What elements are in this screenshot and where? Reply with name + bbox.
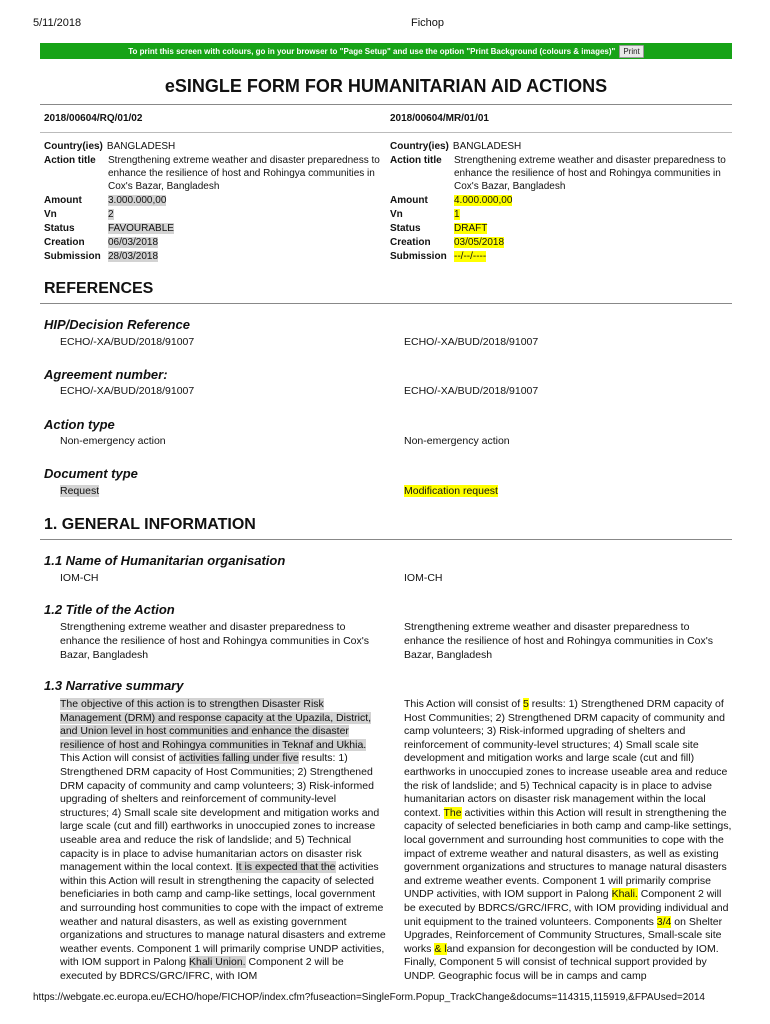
action-title-value: Strengthening extreme weather and disaster preparedness to enhance the resilience of host and Rohingya communities in Cox's Bazar, Bangladesh <box>108 155 380 192</box>
page-url: https://webgate.ec.europa.eu/ECHO/hope/FICHOP/index.cfm?fuseaction=SingleForm.Popup_TrackChange&docums=114315,115919,&FPAUsed=2014 <box>33 992 705 1003</box>
general-information-heading: 1. GENERAL INFORMATION <box>44 516 256 533</box>
highlighted-text-segment: 3/4 <box>656 915 672 928</box>
document-type-left-value: Request <box>60 485 100 497</box>
highlighted-text-segment: The <box>443 806 462 819</box>
narrative-summary-label: 1.3 Narrative summary <box>44 678 184 693</box>
creation-value: 03/05/2018 <box>454 237 505 248</box>
amount-value: 4.000.000,00 <box>454 195 513 206</box>
narrative-summary-left <box>60 698 386 983</box>
print-button[interactable]: Print <box>619 45 643 58</box>
organisation-label: 1.1 Name of Humanitarian organisation <box>44 553 286 568</box>
text-segment: activities within this Action will result in strengthening the capacity of selected beneficiaries in both camp and camp-like settings, local government and surrounding host communities to cope with the impact of extreme weather and natural disasters, as well as existing government organizations and structures to manage natural disasters and extreme weather events. Component 1 will primarily comprise UNDP activities, with IOM support in Palong <box>60 861 386 969</box>
right-document-id: 2018/00604/MR/01/01 <box>390 113 489 124</box>
status-label: Status <box>390 223 421 234</box>
text-segment: and expansion for decongestion will be conducted by IOM. Finally, Component 5 will consist of technical support provided by UNDP. Geographic focus will be in camps and camp <box>404 942 719 982</box>
print-instructions-banner <box>40 43 732 59</box>
vn-label: Vn <box>390 209 403 220</box>
text-segment: This Action will consist of <box>404 698 524 710</box>
agreement-number-right: ECHO/-XA/BUD/2018/91007 <box>404 385 539 397</box>
divider <box>40 132 732 133</box>
action-type-label: Action type <box>44 417 115 432</box>
text-segment: activities within this Action will result in strengthening the capacity of selected beneficiaries in both camp and camp-like settings, local government and surrounding host communities to cope with the impact of extreme weather and natural disasters, as well as existing government organizations and structures to manage natural disasters and extreme weather events. Component 1 will primarily comprise UNDP activities, with IOM support in Palong <box>404 806 732 901</box>
highlighted-text-segment: It is expected that the <box>235 861 336 874</box>
creation-label: Creation <box>390 237 431 248</box>
left-metadata <box>44 140 384 264</box>
document-type-right <box>404 484 734 498</box>
highlighted-text-segment: Khali Union. <box>188 956 246 969</box>
hip-reference-right: ECHO/-XA/BUD/2018/91007 <box>404 336 539 348</box>
status-label: Status <box>44 223 75 234</box>
hip-reference-left: ECHO/-XA/BUD/2018/91007 <box>60 336 195 348</box>
highlighted-text-segment: 5 <box>523 698 529 710</box>
divider <box>40 303 732 304</box>
document-type-left <box>60 484 390 498</box>
organisation-left: IOM-CH <box>60 572 99 584</box>
document-type-label: Document type <box>44 466 138 481</box>
highlighted-text-segment: activities falling under five <box>179 752 299 765</box>
text-segment: This Action will consist of <box>60 752 180 765</box>
banner-text: To print this screen with colours, go in your browser to "Page Setup" and use the option "Print Background (colours & images)" <box>128 46 616 56</box>
amount-value: 3.000.000,00 <box>108 195 167 206</box>
divider <box>40 104 732 105</box>
form-title: eSINGLE FORM FOR HUMANITARIAN AID ACTIONS <box>164 76 608 96</box>
agreement-number-label: Agreement number: <box>44 367 168 382</box>
references-heading: REFERENCES <box>44 280 154 297</box>
right-metadata <box>390 140 732 264</box>
amount-label: Amount <box>44 195 82 206</box>
agreement-number-left: ECHO/-XA/BUD/2018/91007 <box>60 385 195 397</box>
document-type-right-value: Modification request <box>404 485 498 497</box>
country-value: BANGLADESH <box>452 141 522 152</box>
action-title-value: Strengthening extreme weather and disaster preparedness to enhance the resilience of host and Rohingya communities in Cox's Bazar, Bangladesh <box>454 155 726 192</box>
amount-label: Amount <box>390 195 428 206</box>
submission-value: --/--/---- <box>454 251 487 262</box>
organisation-right: IOM-CH <box>404 572 443 584</box>
text-segment: Component 2 will be executed by BDRCS/GRC/IFRC, with IOM <box>60 956 344 982</box>
submission-value: 28/03/2018 <box>108 251 159 262</box>
submission-label: Submission <box>44 251 101 262</box>
action-title-section-left: Strengthening extreme weather and disaster preparedness to enhance the resilience of host and Rohingya communities in Cox's Bazar, Bangladesh <box>60 621 370 661</box>
action-title-section-right: Strengthening extreme weather and disaster preparedness to enhance the resilience of host and Rohingya communities in Cox's Bazar, Bangladesh <box>404 621 714 661</box>
status-value: FAVOURABLE <box>108 223 174 234</box>
text-segment: results: 1) Strengthened DRM capacity of Host Communities; 2) Strengthened DRM capacity of community and camp volunteers; 3) Risk-informed upgrading of shelters and reinforcement of community-level structures; 4) Small scale site development and mitigation works and large scale (cut and fill) earthworks in unoccupied zones to increase useable area and reduce the risk of landslide; and 5) Technical capacity is in place to advise humanitarian actors on disaster risk management within the local context. <box>60 752 380 874</box>
left-document-id: 2018/00604/RQ/01/02 <box>44 113 143 124</box>
vn-label: Vn <box>44 209 57 220</box>
vn-value: 1 <box>454 209 460 220</box>
highlighted-text-segment: The objective of this action is to strengthen Disaster Risk Management (DRM) and response capacity at the Upazila, District, and Union level in host communities and enhance the disaster resilience of host and Rohingya communities in Teknaf and Ukhia. <box>60 698 372 751</box>
action-type-left: Non-emergency action <box>60 435 166 447</box>
text-segment: results: 1) Strengthened DRM capacity of Host Communities; 2) Strengthened DRM capacity of community and camp volunteers; 3) Risk-informed upgrading of shelters and reinforcement of community-level structures; 4) Small scale site development and mitigation works and large scale (cut and fill) earthworks in unoccupied zones to increase useable area and reduce the risk of landslide; and 5) Technical capacity is in place to advise humanitarian actors on disaster risk management within the local context. <box>404 698 728 819</box>
status-value: DRAFT <box>454 223 488 234</box>
text-segment: Component 2 will be executed by BDRCS/GRC/IFRC, with IOM providing individual and unit equipment to the trained volunteers. Components <box>404 888 729 928</box>
divider <box>40 539 732 540</box>
hip-reference-label: HIP/Decision Reference <box>44 317 190 332</box>
text-segment: on Shelter Upgrades, Reinforcement of Community Structures, Small-scale site works <box>404 915 723 955</box>
action-title-label: Action title <box>44 155 96 166</box>
country-label: Country(ies) <box>44 141 103 152</box>
action-type-right: Non-emergency action <box>404 435 510 447</box>
submission-label: Submission <box>390 251 447 262</box>
creation-label: Creation <box>44 237 85 248</box>
vn-value: 2 <box>108 209 114 220</box>
highlighted-text-segment: Khali. <box>611 888 638 901</box>
print-page-title: Fichop <box>410 17 445 29</box>
print-date: 5/11/2018 <box>33 17 82 29</box>
highlighted-text-segment: & l <box>434 942 447 955</box>
creation-value: 06/03/2018 <box>108 237 159 248</box>
narrative-summary-right <box>404 698 732 983</box>
action-title-section-label: 1.2 Title of the Action <box>44 602 175 617</box>
action-title-label: Action title <box>390 155 442 166</box>
country-value: BANGLADESH <box>106 141 176 152</box>
country-label: Country(ies) <box>390 141 449 152</box>
